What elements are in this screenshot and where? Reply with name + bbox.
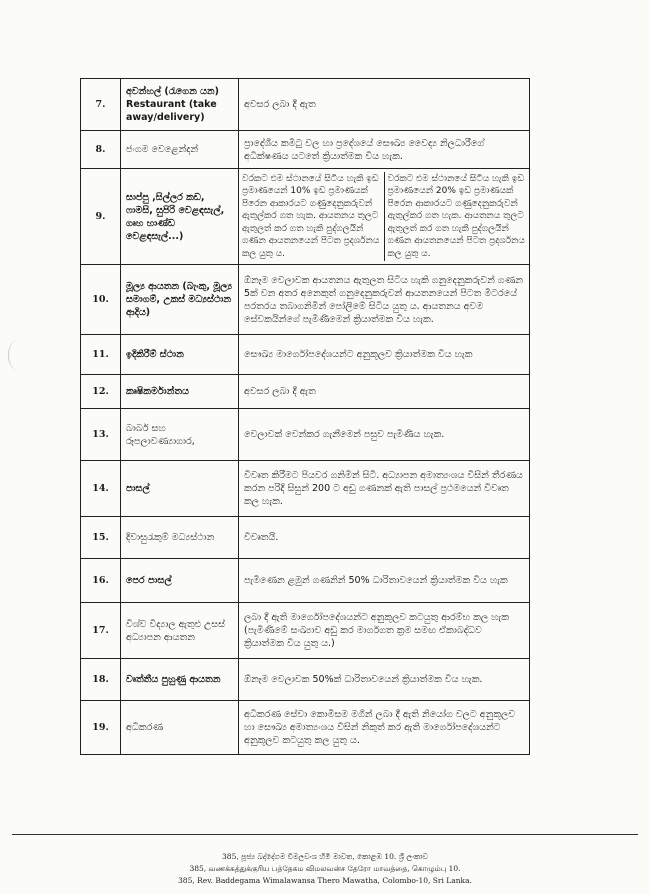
table-row	[81, 335, 530, 375]
row-item: ජංගම වෙළෙන්දන්	[121, 131, 239, 169]
row-item: දිවාසුරැකුම් මධ්‍යස්ථාන	[121, 517, 239, 559]
condition-phase-a: වරකට එම ස්ථානයේ සිටිය හැකි ඉඩ ප්‍රමාණයෙන් 10% ඉඩ ප්‍රමාණයක් පිරෙන ආකාරයට ගණුදෙනුකරුවන් ඇතුල්කර ගත හැක. ආයතනය තුලට ඇතුලත් කර ගත හැකි පුද්ගලයින් ගණන ආයතනයෙන් පිටත ප්‍රදර්ශනය කල යුතු ය.	[242, 173, 380, 259]
table-row	[81, 375, 530, 409]
table-row	[81, 265, 530, 335]
row-condition-split	[239, 169, 530, 265]
row-number: 9.	[81, 169, 121, 265]
row-condition: සෞඛ්‍ය මාර්ගෝපදේශයන්ට අනුකූලව ක්‍රියාත්මක විය හැක	[239, 335, 530, 375]
row-number: 12.	[81, 375, 121, 409]
table-row	[81, 169, 530, 265]
row-condition: ලබා දී ඇති මාර්ගෝපදේශයන්ට අනුකූලව කටයුතු ආරම්භ කල හැක (පැමිණීමේ සංඛ්‍යාව අඩු කර මාර්ගගත ක්‍රම සමඟ ඒකාබද්ධව ක්‍රියාත්මක විය යුතු ය.)	[239, 603, 530, 659]
table-row	[81, 131, 530, 169]
row-number: 7.	[81, 79, 121, 131]
table-row	[81, 659, 530, 701]
row-item: මූල්‍ය ආයතන (බැංකු, මූල්‍ය සමාගම්, උකස් මධ්‍යස්ථාන ආදිය)	[121, 265, 239, 335]
table-row	[81, 559, 530, 603]
row-item: පාසල්	[121, 461, 239, 517]
table-row	[81, 461, 530, 517]
row-condition: ප්‍රාදේශීය කමිටු වල හා ප්‍රදේශයේ සෞඛ්‍ය වෛද්‍ය නිලධාරීගේ අධීක්ෂණය යටතේ ක්‍රියාත්මක විය හැක.	[239, 131, 530, 169]
row-condition: විවෘත කිරීමට පියවර ගනිමින් සිටී. අධ්‍යාපන අමාත්‍යංශය විසින් තීරණය කරන පරිදි සිසුන් 200 ට අඩු ගණනක් ඇති පාසල් ප්‍රථමයෙන් විවෘත කල හැක.	[239, 461, 530, 517]
regulations-table	[80, 78, 530, 755]
table-row	[81, 79, 530, 131]
table-row	[81, 409, 530, 461]
row-item: බාබර් සහ රූපලාවණ්‍යාගාර,	[121, 409, 239, 461]
row-number: 17.	[81, 603, 121, 659]
row-item: සාප්පු ,සිල්ලර කඩ, ෆාමසි, සුපිරි වෙළඳසැල්, ගෘහ භාණ්ඩ වෙළඳසැල්...)	[121, 169, 239, 265]
row-item: පෙර පාසල්	[121, 559, 239, 603]
footer-address-sinhala: 385, පූජ්‍ය බද්දේගම විමලවංශ හිමි මාවත, කොළඹ 10. ශ්‍රී ලංකාව	[222, 852, 428, 861]
row-condition: විවෘතයි.	[239, 517, 530, 559]
row-condition: අධිකරණ සේවා කොමිසම මගින් ලබා දී ඇති නියෝග වලට අනුකූලව හා සෞඛ්‍ය අමාත්‍යංශය විසින් නිකුත් කර ඇති මාර්ගෝපදේශයන්ට අනුකූලව කටයුතු කල යුතු ය.	[239, 701, 530, 755]
row-number: 10.	[81, 265, 121, 335]
row-condition: අවසර ලබා දී ඇත	[239, 375, 530, 409]
row-item: අවන්හල් (රැගෙන යන) Restaurant (take away/delivery)	[121, 79, 239, 131]
row-item: වෘත්තීය පුහුණු ආයතන	[121, 659, 239, 701]
row-condition: අවසර ලබා දී ඇත	[239, 79, 530, 131]
table-row	[81, 517, 530, 559]
row-number: 19.	[81, 701, 121, 755]
row-item: ඉදිකිරීම් ස්ථාන	[121, 335, 239, 375]
row-number: 14.	[81, 461, 121, 517]
row-number: 11.	[81, 335, 121, 375]
footer-address-english: 385, Rev. Baddegama Wimalawansa Thero Mawatha, Colombo-10, Sri Lanka.	[178, 876, 472, 885]
row-number: 8.	[81, 131, 121, 169]
row-number: 15.	[81, 517, 121, 559]
table-row	[81, 603, 530, 659]
row-item: කෘෂිකර්මාන්තය	[121, 375, 239, 409]
scan-edge-mark	[8, 340, 27, 370]
footer-divider	[12, 834, 638, 835]
row-number: 18.	[81, 659, 121, 701]
table-row	[81, 701, 530, 755]
row-condition: වෙලාවක් වෙන්කර ගැනීමෙන් පසුව පැමිණිය හැක.	[239, 409, 530, 461]
row-condition: ඕනෑම වෙලාවක ආයතනය ඇතුලත සිටිය හැකි ගනුදෙනුකරුවන් ගණන 5ක් වන අතර අනෙකුත් ගනුදෙනුකරුවන් ආයතනයෙන් පිටත මීටරයේ පරතරය තබාගනිමින් පෝලිමේ සිටිය යුතු ය. ආයතනය අවම සේවකයින්ගේ පැමිණීමෙන් ක්‍රියාත්මක විය හැක.	[239, 265, 530, 335]
row-condition: පැමිණෙන ළමුන් ගණනින් 50% ධාරිතාවයෙන් ක්‍රියාත්මක විය හැක	[239, 559, 530, 603]
row-number: 13.	[81, 409, 121, 461]
footer-address-tamil: 385, வணக்கத்துக்குரிய பத்தேகம விமலவன்ச தேரோ மாவத்தை, கொழும்பு 10.	[189, 864, 461, 873]
condition-phase-b: වරකට එම ස්ථානයේ සිටිය හැකි ඉඩ ප්‍රමාණයෙන් 20% ඉඩ ප්‍රමාණයක් පිරෙන ආකාරයට ගණුදෙනුකරුවන් ඇතුල්කර ගත හැක. ආයතනය තුලට ඇතුලත් කර ගත හැකි පුද්ගලයින් ගණන ආයතනයෙන් පිටත ප්‍රදර්ශනය කල යුතු ය.	[384, 172, 530, 262]
row-item: අධිකරණ	[121, 701, 239, 755]
row-condition: ඕනෑම වෙලාවක 50%ක් ධාරිතාවයෙන් ක්‍රියාත්මක විය හැක.	[239, 659, 530, 701]
row-number: 16.	[81, 559, 121, 603]
row-item: විශ්ව විද්‍යාල ඇතුළු උසස් අධ්‍යාපන ආයතන	[121, 603, 239, 659]
